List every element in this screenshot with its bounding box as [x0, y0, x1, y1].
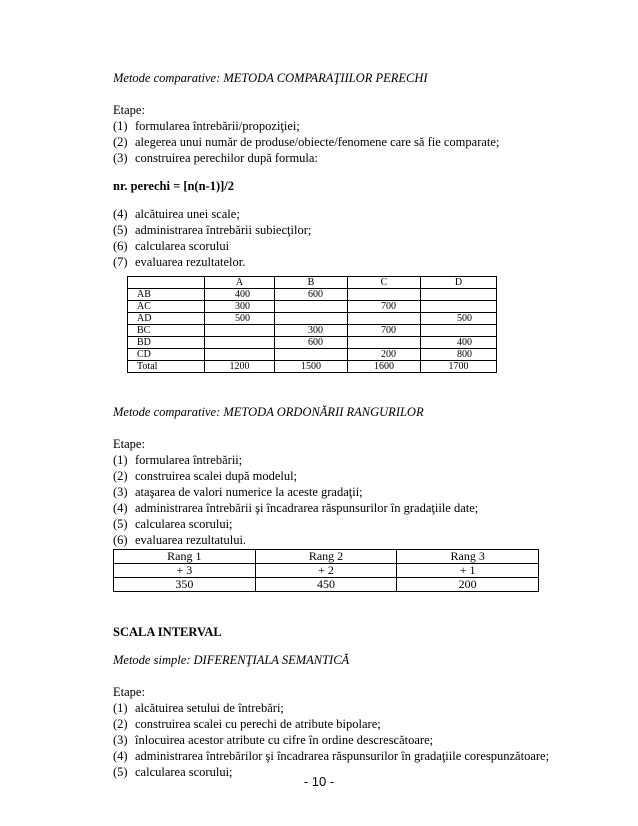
table-cell: AC — [128, 301, 205, 313]
formula: nr. perechi = [n(n-1)]/2 — [113, 179, 235, 193]
list-item: (4) administrarea întrebării şi încadrarea răspunsurilor în gradaţiile date; — [113, 501, 479, 515]
table-cell: 300 — [275, 325, 348, 337]
table-cell: 700 — [348, 325, 421, 337]
table-cell: + 1 — [397, 564, 539, 578]
table-cell: 1600 — [348, 361, 421, 373]
table-cell — [421, 301, 497, 313]
table-cell — [421, 325, 497, 337]
table-cell: 350 — [114, 578, 256, 592]
table-cell: CD — [128, 349, 205, 361]
list-item: (7) evaluarea rezultatelor. — [113, 255, 246, 269]
table-row — [128, 289, 497, 301]
table-row — [128, 325, 497, 337]
list-item: (5) calcularea scorului; — [113, 517, 233, 531]
list-item: (1) formularea întrebării; — [113, 453, 243, 467]
table-cell: 600 — [275, 337, 348, 349]
list-item: (4) administrarea întrebărilor şi încadrarea răspunsurilor în gradaţiile corespunzătoare; — [113, 749, 550, 763]
table-row — [128, 301, 497, 313]
table-cell: 200 — [397, 578, 539, 592]
table-cell: 500 — [421, 313, 497, 325]
list-item: (2) construirea scalei cu perechi de atribute bipolare; — [113, 717, 381, 731]
table-cell: 800 — [421, 349, 497, 361]
table-row — [114, 550, 539, 564]
table-cell: 1500 — [275, 361, 348, 373]
table-header-cell: A — [205, 277, 275, 289]
table-row — [128, 337, 497, 349]
list-item: (3) construirea perechilor după formula: — [113, 151, 318, 165]
pairs-table — [127, 276, 497, 373]
list-item: (5) calcularea scorului; — [113, 765, 233, 779]
table-cell: BC — [128, 325, 205, 337]
list-item: (6) calcularea scorului — [113, 239, 230, 253]
table-cell — [275, 301, 348, 313]
list-item: (2) construirea scalei după modelul; — [113, 469, 298, 483]
table-cell — [275, 313, 348, 325]
list-item: (3) înlocuirea acestor atribute cu cifre în ordine descrescătoare; — [113, 733, 434, 747]
ranks-table — [113, 549, 539, 592]
table-cell: + 2 — [255, 564, 397, 578]
table-cell: Rang 1 — [114, 550, 256, 564]
table-header-cell: B — [275, 277, 348, 289]
table-header-cell: C — [348, 277, 421, 289]
table-cell: AB — [128, 289, 205, 301]
table-total-row — [128, 361, 497, 373]
table-cell: Total — [128, 361, 205, 373]
section1-heading: Metode comparative: METODA COMPARAŢIILOR PERECHI — [113, 71, 428, 85]
list-item: (2) alegerea unui număr de produse/obiecte/fenomene care să fie comparate; — [113, 135, 500, 149]
table-header-row — [128, 277, 497, 289]
table-header-cell — [128, 277, 205, 289]
table-cell — [205, 325, 275, 337]
table-cell: 450 — [255, 578, 397, 592]
table-cell: 300 — [205, 301, 275, 313]
list-item: (1) formularea întrebării/propoziţiei; — [113, 119, 300, 133]
table-cell — [348, 313, 421, 325]
table-header-cell: D — [421, 277, 497, 289]
section3-heading: Metode simple: DIFERENŢIALA SEMANTICĂ — [113, 653, 350, 667]
table-cell: 200 — [348, 349, 421, 361]
table-cell: 1700 — [421, 361, 497, 373]
table-cell — [421, 289, 497, 301]
page-number: - 10 - — [303, 774, 335, 789]
table-cell: 400 — [205, 289, 275, 301]
section2-heading: Metode comparative: METODA ORDONĂRII RANGURILOR — [113, 405, 424, 419]
table-cell: Rang 2 — [255, 550, 397, 564]
table-cell: 700 — [348, 301, 421, 313]
list-item: (6) evaluarea rezultatului. — [113, 533, 247, 547]
table-cell — [205, 349, 275, 361]
list-item: (3) ataşarea de valori numerice la aceste gradaţii; — [113, 485, 363, 499]
table-cell — [205, 337, 275, 349]
section2-etape-label: Etape: — [113, 437, 145, 451]
table-cell: 1200 — [205, 361, 275, 373]
table-row — [114, 564, 539, 578]
table-cell: AD — [128, 313, 205, 325]
table-row — [114, 578, 539, 592]
table-cell: Rang 3 — [397, 550, 539, 564]
table-cell: 500 — [205, 313, 275, 325]
table-row — [128, 313, 497, 325]
section3-etape-label: Etape: — [113, 685, 145, 699]
table-row — [128, 349, 497, 361]
section1-etape-label: Etape: — [113, 103, 145, 117]
table-cell: 600 — [275, 289, 348, 301]
table-cell: + 3 — [114, 564, 256, 578]
table-cell: BD — [128, 337, 205, 349]
list-item: (1) alcătuirea setului de întrebări; — [113, 701, 284, 715]
list-item: (5) administrarea întrebării subiecţilor; — [113, 223, 312, 237]
list-item: (4) alcătuirea unei scale; — [113, 207, 240, 221]
table-cell — [348, 337, 421, 349]
table-cell — [348, 289, 421, 301]
section3-title: SCALA INTERVAL — [113, 625, 222, 639]
table-cell: 400 — [421, 337, 497, 349]
table-cell — [275, 349, 348, 361]
